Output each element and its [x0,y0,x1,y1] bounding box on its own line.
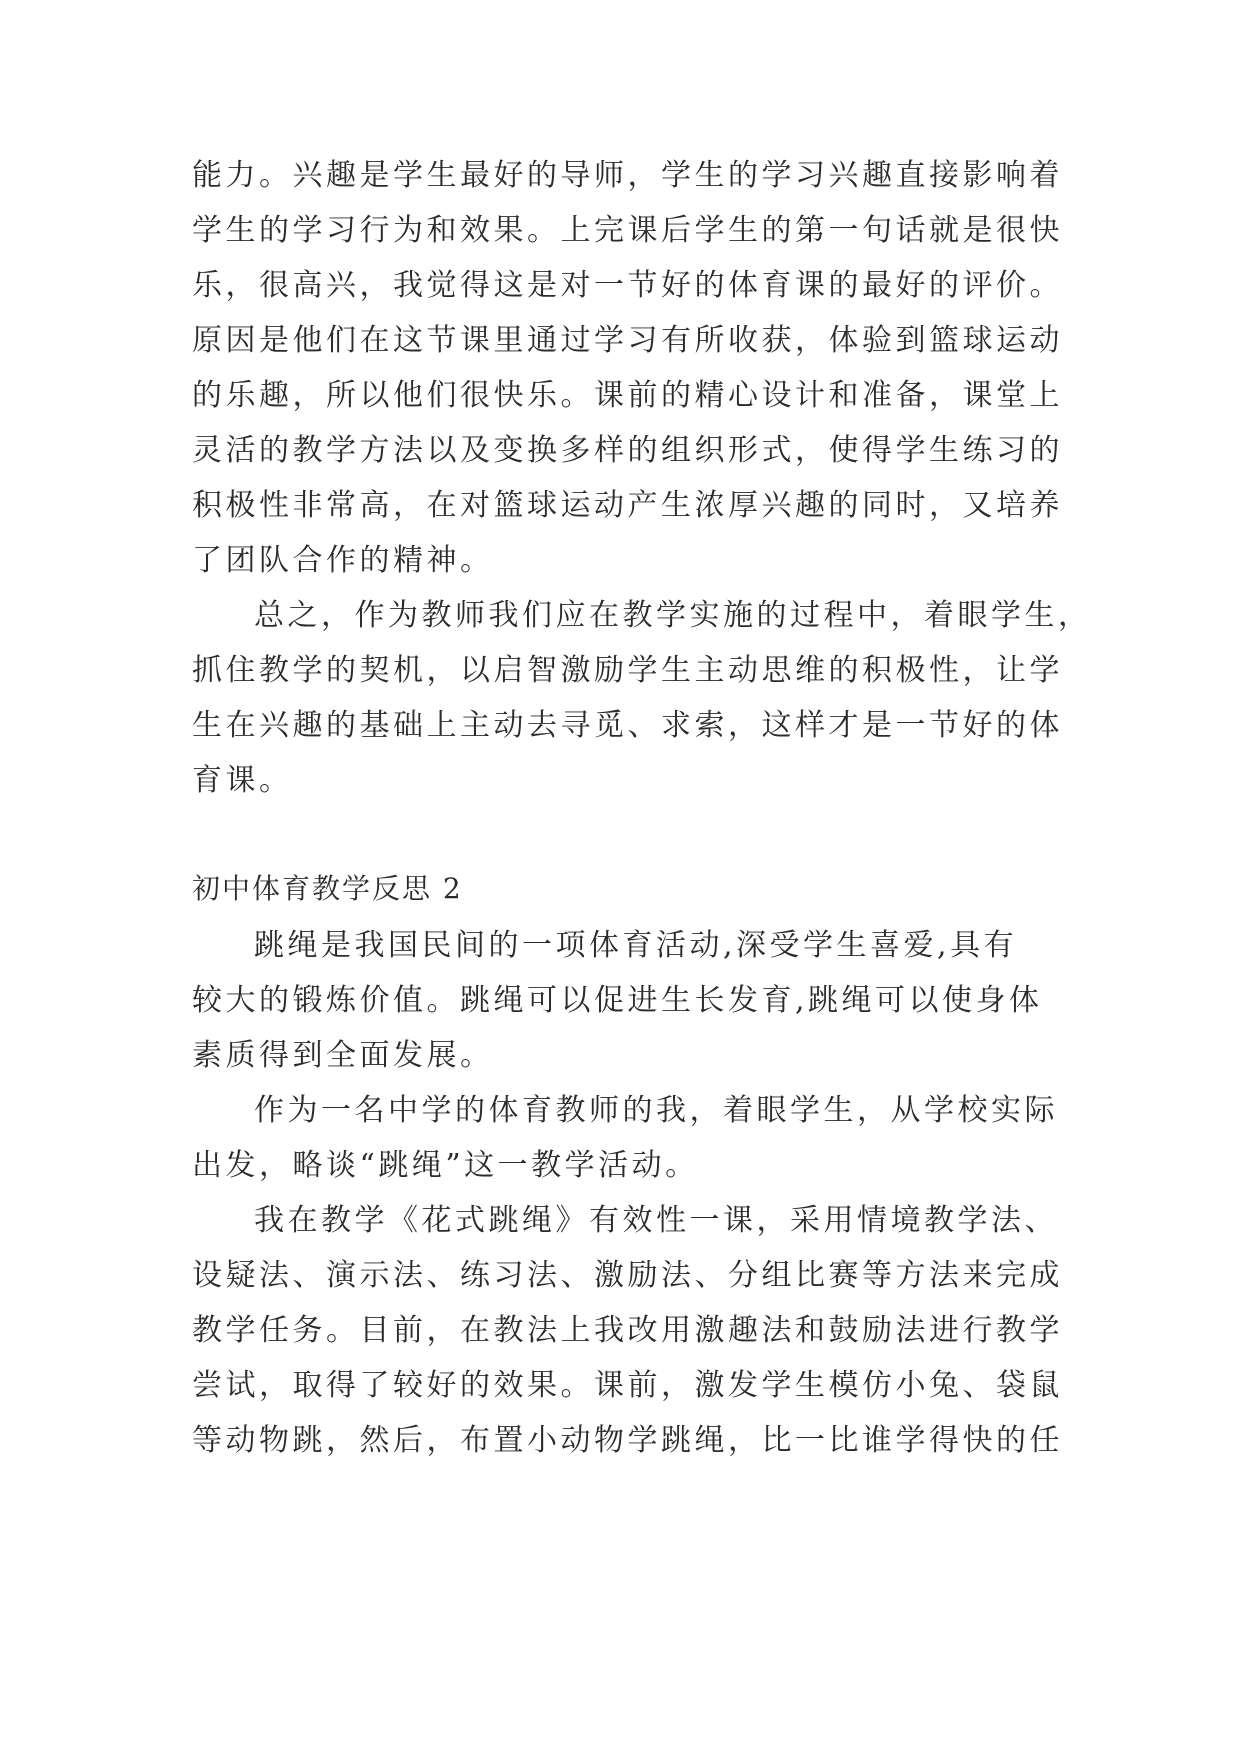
text-line: 原因是他们在这节课里通过学习有所收获，体验到篮球运动 [192,323,1063,358]
text-line: 素质得到全面发展。 [192,1038,494,1073]
text-line: 总之，作为教师我们应在教学实施的过程中，着眼学生， [254,598,1092,633]
section-heading: 初中体育教学反思 2 [192,872,463,905]
paragraph-1 [192,150,1092,590]
text-line: 学生的学习行为和效果。上完课后学生的第一句话就是很快 [192,213,1063,248]
paragraph-5 [192,1195,1092,1470]
text-line: 积极性非常高，在对篮球运动产生浓厚兴趣的同时，又培养 [192,488,1063,523]
text-line: 出发，略谈“跳绳”这一教学活动。 [192,1148,699,1183]
text-line: 较大的锻炼价值。跳绳可以促进生长发育,跳绳可以使身体 [192,983,1043,1018]
text-line: 等动物跳，然后，布置小动物学跳绳，比一比谁学得快的任 [192,1423,1063,1458]
text-line: 跳绳是我国民间的一项体育活动,深受学生喜爱,具有 [254,928,1018,963]
text-line: 尝试，取得了较好的效果。课前，激发学生模仿小兔、袋鼠 [192,1368,1063,1403]
paragraph-3 [192,920,1092,1085]
text-line: 生在兴趣的基础上主动去寻觅、求索，这样才是一节好的体 [192,708,1063,743]
paragraph-2 [192,590,1092,810]
text-line: 灵活的教学方法以及变换多样的组织形式，使得学生练习的 [192,433,1063,468]
text-line: 作为一名中学的体育教师的我，着眼学生，从学校实际 [254,1093,1058,1128]
text-line: 了团队合作的精神。 [192,543,494,578]
text-line: 设疑法、演示法、练习法、激励法、分组比赛等方法来完成 [192,1258,1063,1293]
text-line: 教学任务。目前，在教法上我改用激趣法和鼓励法进行教学 [192,1313,1063,1348]
text-line: 我在教学《花式跳绳》有效性一课，采用情境教学法、 [254,1203,1058,1238]
text-line: 抓住教学的契机，以启智激励学生主动思维的积极性，让学 [192,653,1063,688]
paragraph-4 [192,1085,1092,1195]
text-line: 的乐趣，所以他们很快乐。课前的精心设计和准备，课堂上 [192,378,1063,413]
text-line: 育课。 [192,763,293,798]
text-line: 乐，很高兴，我觉得这是对一节好的体育课的最好的评价。 [192,268,1063,303]
text-line: 能力。兴趣是学生最好的导师，学生的学习兴趣直接影响着 [192,158,1063,193]
